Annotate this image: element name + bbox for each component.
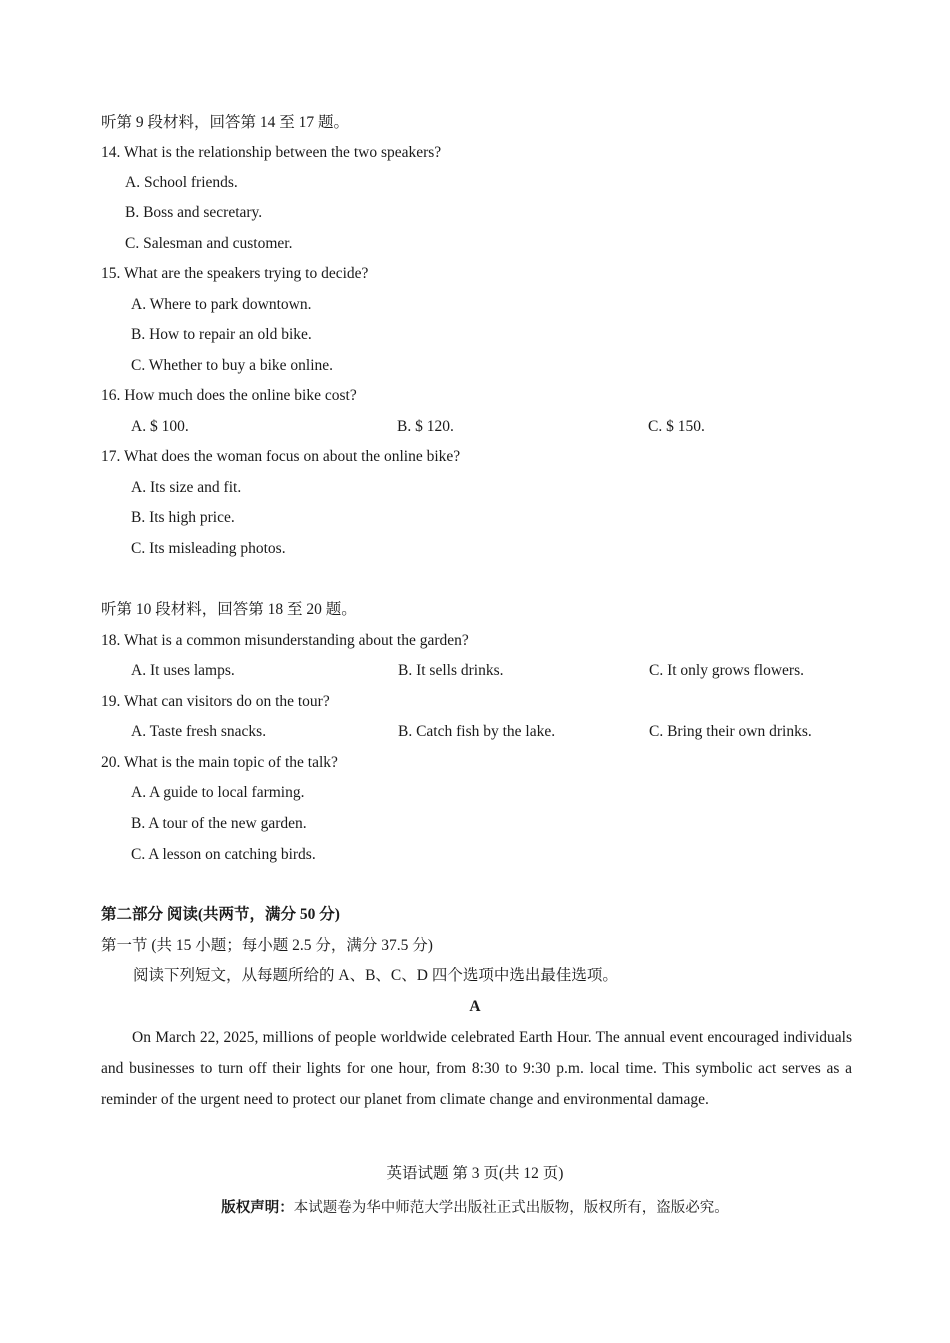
- passage-a-text: On March 22, 2025, millions of people worldwide celebrated Earth Hour. The annual event encouraged individuals and businesses to turn off their lights for one hour, from 8:30 to 9:30 p.m. local time. This symbolic act serves as a reminder of the urgent need to protect our planet from climate change and environmental damage.: [101, 1029, 852, 1108]
- part2-heading: 第二部分 阅读(共两节，满分 50 分): [101, 906, 340, 923]
- question-19-option-b: B. Catch fish by the lake.: [398, 723, 556, 740]
- question-15-option-b: B. How to repair an old bike.: [131, 326, 312, 343]
- question-14-option-a: A. School friends.: [125, 174, 238, 191]
- question-17-option-b: B. Its high price.: [131, 509, 235, 526]
- question-18-option-a: A. It uses lamps.: [131, 662, 235, 679]
- question-14-stem: 14. What is the relationship between the two speakers?: [101, 144, 442, 161]
- question-15-stem: 15. What are the speakers trying to decide?: [101, 265, 369, 282]
- question-18-option-c: C. It only grows flowers.: [649, 662, 804, 679]
- question-18-option-b: B. It sells drinks.: [398, 662, 504, 679]
- question-19-option-a: A. Taste fresh snacks.: [131, 723, 267, 740]
- passage-label: A: [469, 998, 481, 1015]
- question-16-option-c: C. $ 150.: [648, 418, 705, 435]
- part2-instruction: 阅读下列短文，从每题所给的 A、B、C、D 四个选项中选出最佳选项。: [133, 967, 618, 984]
- question-20-stem: 20. What is the main topic of the talk?: [101, 754, 338, 771]
- question-15-option-a: A. Where to park downtown.: [131, 296, 312, 313]
- footer-page-info: 英语试题 第 3 页(共 12 页): [386, 1165, 564, 1182]
- passage-a: [101, 1022, 852, 1115]
- question-16-option-b: B. $ 120.: [397, 418, 454, 435]
- question-17-stem: 17. What does the woman focus on about the online bike?: [101, 448, 461, 465]
- footer-copyright: [0, 1198, 950, 1218]
- question-17-option-c: C. Its misleading photos.: [131, 540, 286, 557]
- copyright-label: 版权声明：: [221, 1200, 294, 1216]
- question-14-option-c: C. Salesman and customer.: [125, 235, 293, 252]
- question-19-stem: 19. What can visitors do on the tour?: [101, 693, 330, 710]
- question-19-option-c: C. Bring their own drinks.: [649, 723, 812, 740]
- question-20-option-a: A. A guide to local farming.: [131, 784, 305, 801]
- question-17-option-a: A. Its size and fit.: [131, 479, 242, 496]
- question-20-option-b: B. A tour of the new garden.: [131, 815, 307, 832]
- question-14-option-b: B. Boss and secretary.: [125, 204, 263, 221]
- question-20-option-c: C. A lesson on catching birds.: [131, 846, 316, 863]
- question-18-stem: 18. What is a common misunderstanding about the garden?: [101, 632, 469, 649]
- question-15-option-c: C. Whether to buy a bike online.: [131, 357, 334, 374]
- part2-section1-heading: 第一节 (共 15 小题；每小题 2.5 分，满分 37.5 分): [101, 937, 433, 954]
- section9-heading: 听第 9 段材料，回答第 14 至 17 题。: [101, 114, 350, 131]
- question-16-option-a: A. $ 100.: [131, 418, 189, 435]
- section10-heading: 听第 10 段材料，回答第 18 至 20 题。: [101, 601, 357, 618]
- copyright-text: 本试题卷为华中师范大学出版社正式出版物，版权所有，盗版必究。: [293, 1200, 729, 1216]
- question-16-stem: 16. How much does the online bike cost?: [101, 387, 357, 404]
